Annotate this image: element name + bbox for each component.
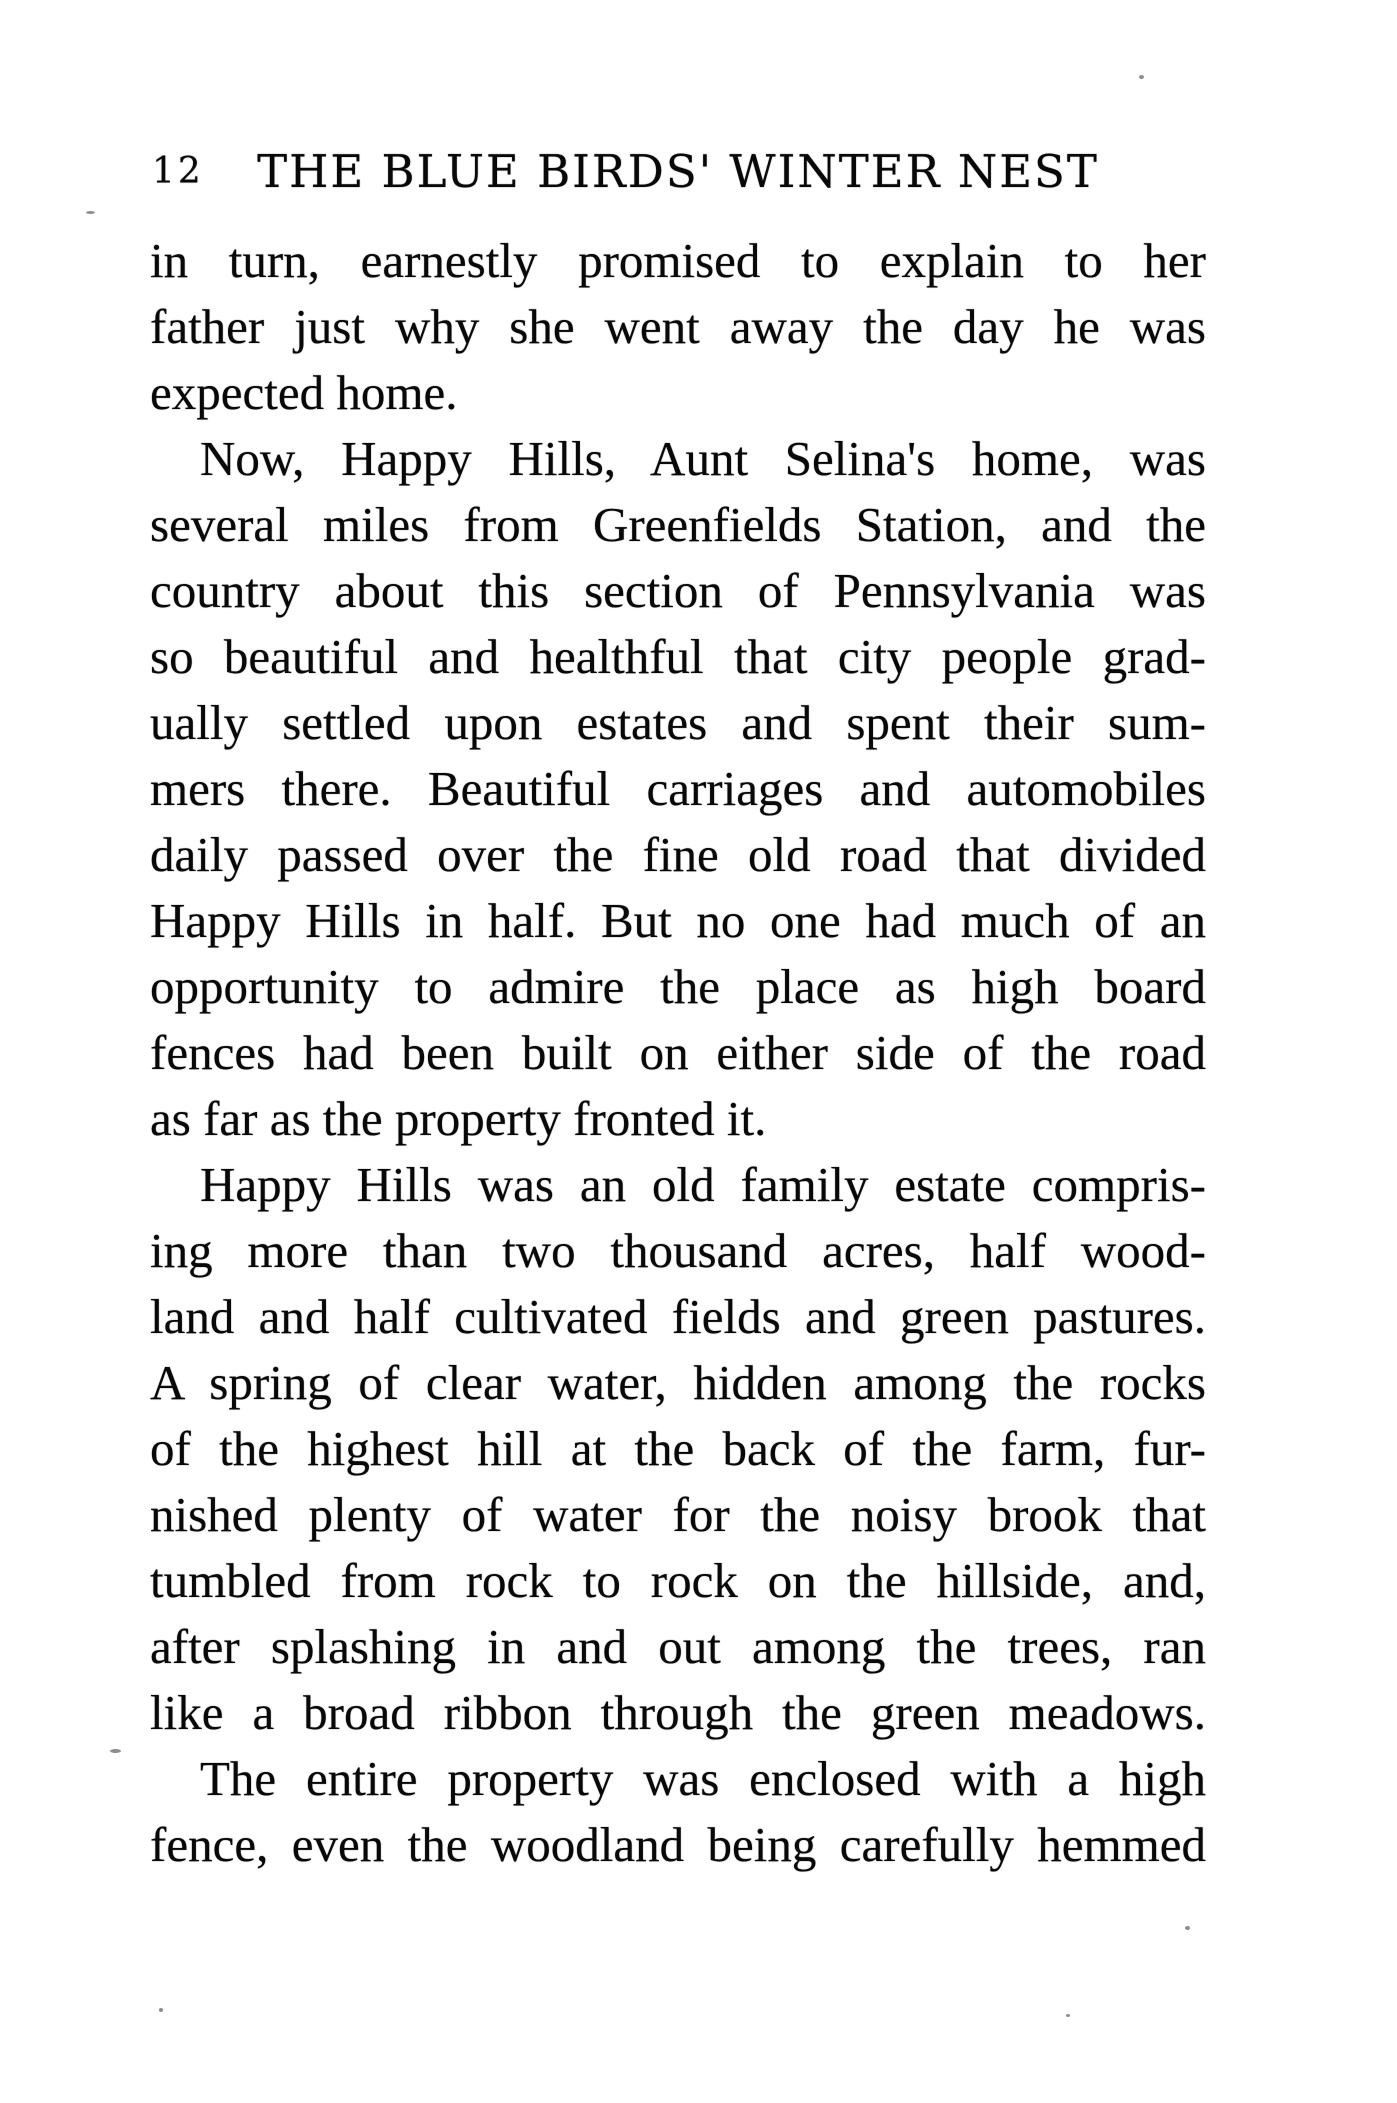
- text-line: fence, even the woodland being carefully hemmed: [150, 1817, 1206, 1872]
- text-line: as far as the property fronted it.: [150, 1091, 767, 1146]
- scan-speck: [1185, 1926, 1190, 1930]
- text-line: ing more than two thousand acres, half wood-: [150, 1223, 1206, 1278]
- scan-speck: [1139, 75, 1144, 79]
- text-line: father just why she went away the day he was: [150, 299, 1206, 354]
- text-line: ually settled upon estates and spent their sum-: [150, 695, 1206, 750]
- text-line: several miles from Greenfields Station, and the: [150, 497, 1206, 552]
- text-line: expected home.: [150, 365, 458, 420]
- scan-speck: [110, 1749, 121, 1753]
- body-text: [150, 228, 1206, 1878]
- text-line: fences had been built on either side of the road: [150, 1025, 1206, 1080]
- text-line: tumbled from rock to rock on the hillside, and,: [150, 1553, 1206, 1608]
- page-number: 12: [152, 151, 204, 192]
- text-line: land and half cultivated fields and green pastures.: [150, 1289, 1206, 1344]
- text-line: daily passed over the fine old road that divided: [150, 827, 1206, 882]
- text-line: Happy Hills in half. But no one had much of an: [150, 893, 1206, 948]
- text-line: country about this section of Pennsylvania was: [150, 563, 1206, 618]
- text-line: A spring of clear water, hidden among the rocks: [150, 1355, 1206, 1410]
- text-line: opportunity to admire the place as high board: [150, 959, 1206, 1014]
- running-title: THE BLUE BIRDS' WINTER NEST: [257, 145, 1099, 198]
- text-line: of the highest hill at the back of the farm, fur-: [150, 1421, 1206, 1476]
- text-line: like a broad ribbon through the green meadows.: [150, 1685, 1206, 1740]
- text-line: nished plenty of water for the noisy brook that: [150, 1487, 1206, 1542]
- text-line: Now, Happy Hills, Aunt Selina's home, was: [200, 431, 1206, 486]
- text-line: mers there. Beautiful carriages and automobiles: [150, 761, 1206, 816]
- text-line: in turn, earnestly promised to explain to her: [150, 233, 1206, 288]
- text-line: The entire property was enclosed with a high: [200, 1751, 1206, 1806]
- text-line: so beautiful and healthful that city people grad-: [150, 629, 1206, 684]
- scan-speck: [1066, 2014, 1070, 2017]
- text-line: Happy Hills was an old family estate compris-: [200, 1157, 1206, 1212]
- text-line: after splashing in and out among the trees, ran: [150, 1619, 1206, 1674]
- scan-speck: [86, 211, 95, 214]
- scan-speck: [159, 2008, 163, 2012]
- page-header: [150, 145, 1206, 199]
